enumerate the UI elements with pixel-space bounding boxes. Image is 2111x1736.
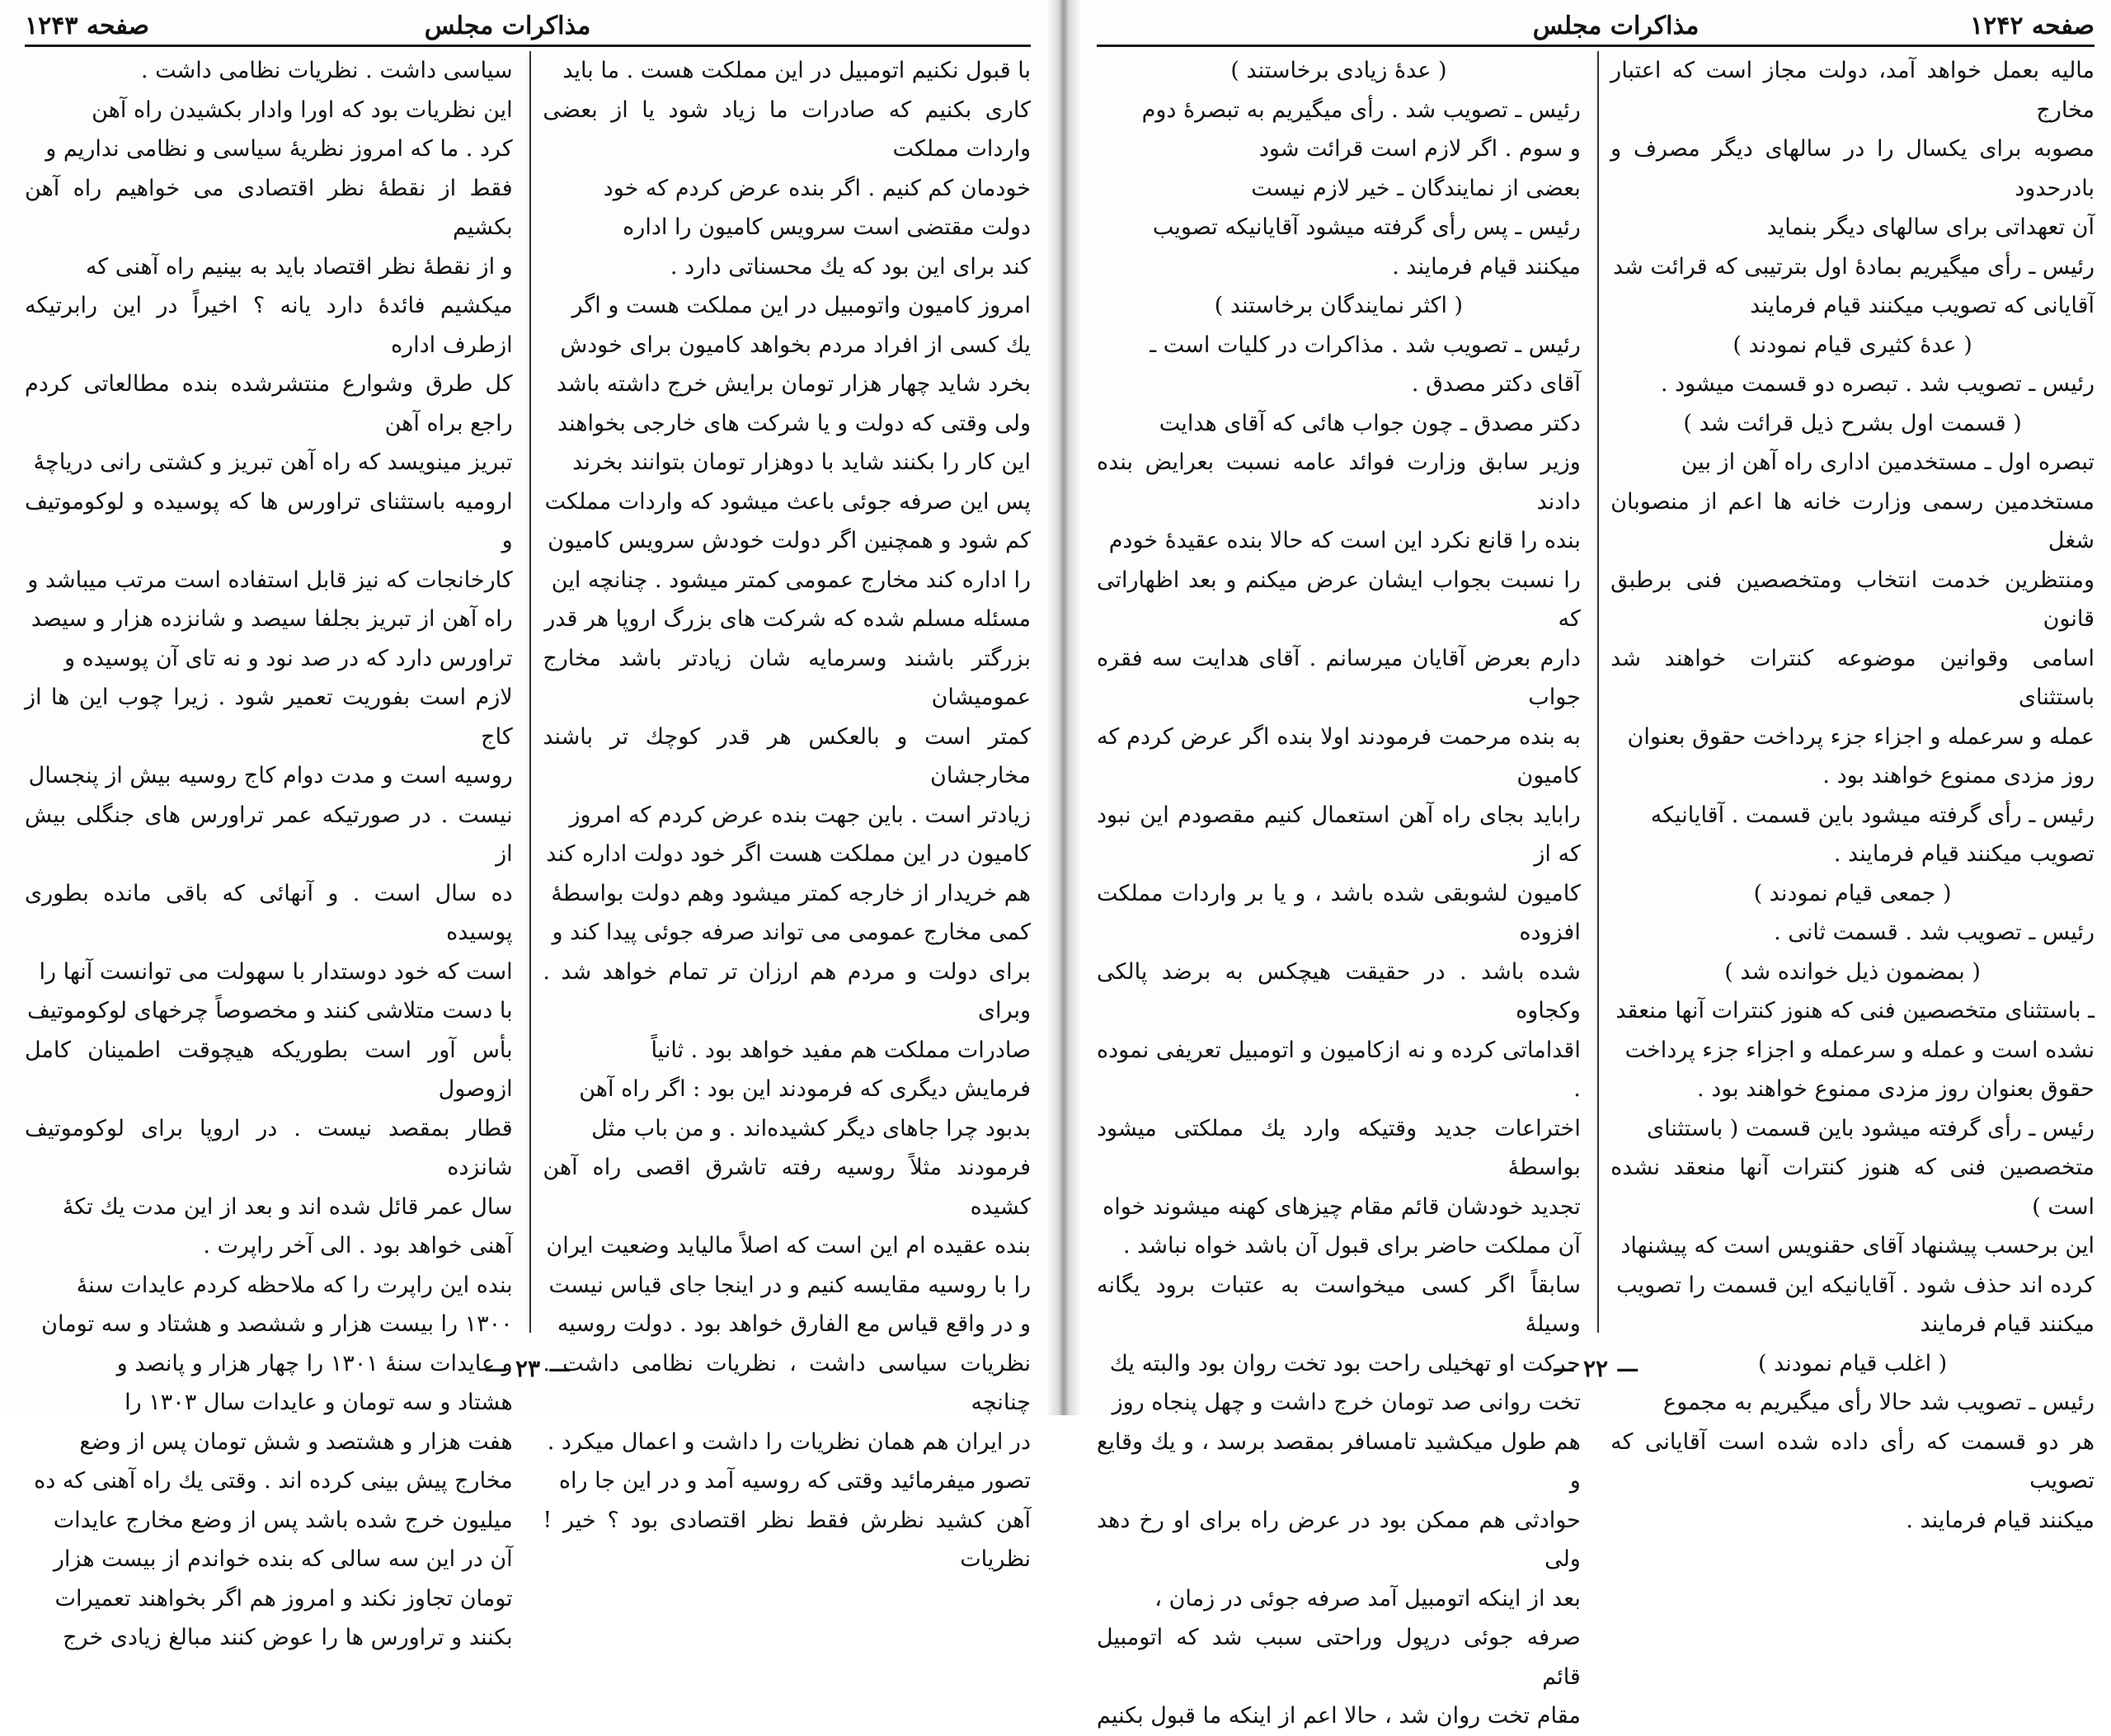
text-line: و از نقطهٔ نظر اقتصاد باید به بینیم راه آهنی که xyxy=(85,253,513,280)
text-line: کل طرق وشوارع منتشرشده بنده مطالعاتی کردم راجع براه آهن xyxy=(25,371,513,436)
text-line: تجدید خودشان قائم مقام چیزهای کهنه میشوند خواه xyxy=(1103,1193,1581,1220)
text-line: مخارج پیش بینی کرده اند . وقتی یك راه آهنی که ده xyxy=(34,1468,513,1494)
book-gutter xyxy=(1046,0,1082,1415)
text-line: بنده عقیده ام این است که اصلاً مالیاید وضعیت ایران xyxy=(546,1233,1031,1258)
text-line: ( بمضمون ذیل خوانده شد ) xyxy=(1724,958,1981,985)
text-line: مالیه بعمل خواهد آمد، دولت مجاز است که اعتبار مخارج xyxy=(1610,58,2095,123)
left-page-right-column xyxy=(529,51,1031,1572)
text-line: بنده را قانع نکرد این است که حالا بنده عقیدهٔ خودم xyxy=(1108,528,1581,553)
text-line: سیاسی داشت . نظریات نظامی داشت . xyxy=(141,58,513,83)
text-line: بنده این راپرت را که ملاحظه کردم عایدات سنهٔ xyxy=(76,1272,513,1298)
text-line: آن مملکت حاضر برای قبول آن باشد خواه نباشد . xyxy=(1123,1233,1581,1258)
text-line: زیادتر است . باین جهت بنده عرض کردم که امروز xyxy=(569,802,1031,828)
right-page-header xyxy=(1097,7,2095,47)
text-line: آقایانی که تصویب میکنند قیام فرمایند xyxy=(1750,293,2095,318)
text-line: این نظریات بود که اورا وادار بکشیدن راه آهن xyxy=(92,96,513,123)
text-line: بعضی از نمایندگان ـ خیر لازم نیست xyxy=(1251,175,1581,201)
right-page-right-column xyxy=(1597,51,2095,1533)
text-line: ومنتظرین خدمت انتخاب ومتخصصین فنی برطبق قانون xyxy=(1610,567,2095,632)
text-line: رئیس ـ رأی گرفته میشود باین قسمت . آقایانیکه xyxy=(1650,802,2095,828)
text-line: قطار بمقصد نیست . در اروپا برای لوکوموتیف شانزده xyxy=(25,1115,513,1180)
text-line: حرکت او تهخیلی راحت بود تخت روان بود والبته یك xyxy=(1109,1350,1581,1376)
text-line: فرمودند مثلاً روسیه رفته تاشرق اقصی راه آهن کشیده xyxy=(543,1155,1031,1220)
right-page xyxy=(1097,0,2095,1729)
text-line: حقوق بعنوان روز مزدی ممنوع خواهند بود . xyxy=(1697,1076,2095,1102)
text-line: ( عدهٔ کثیری قیام نمودند ) xyxy=(1733,332,1972,358)
text-line: میکنند قیام فرمایند . xyxy=(1906,1507,2095,1533)
text-line: ارومیه باستثنای تراورس ها که پوسیده و لوکوموتیف و xyxy=(25,488,513,553)
text-line: را نسبت بجواب ایشان عرض میکنم و بعد اظهاراتی که xyxy=(1097,567,1581,632)
text-line: ( اکثر نمایندگان برخاستند ) xyxy=(1214,293,1464,318)
text-line: رئیس ـ تصویب شد . مذاکرات در کلیات است ـ xyxy=(1150,332,1581,358)
text-line: تصویب میکنند قیام فرمایند . xyxy=(1833,841,2095,867)
text-line: شده باشد . در حقیقت هیچکس به برضد پالکی وکجاوه xyxy=(1097,958,1581,1023)
text-line: و عایدات سنهٔ ۱۳۰۱ را چهار هزار و پانصد و xyxy=(116,1350,513,1376)
text-line: هفت هزار و هشتصد و شش تومان پس از وضع xyxy=(79,1428,513,1455)
text-line: تصور میفرمائید وقتی که روسیه آمد و در این جا راه xyxy=(558,1468,1031,1494)
text-line: روسیه است و مدت دوام کاج روسیه بیش از پنجسال xyxy=(28,763,513,788)
text-line: به بنده مرحمت فرمودند اولا بنده اگر عرض کردم که کامیون xyxy=(1097,723,1581,788)
right-page-number-label: صفحه ۱۲۴۲ xyxy=(1970,11,2095,40)
text-line: برای دولت و مردم هم ارزان تر تمام خواهد شد . وبرای xyxy=(543,958,1031,1023)
text-line: آقای دکتر مصدق . xyxy=(1411,371,1581,397)
text-line: راباید بجای راه آهن استعمال کنیم مقصودم این نبود که از xyxy=(1097,802,1581,867)
text-line: رئیس ـ تصویب شد . قسمت ثانی . xyxy=(1774,920,2095,945)
text-line: رئیس ـ رأی گرفته میشود باین قسمت ( باستثنای xyxy=(1647,1115,2095,1141)
text-line: کامیون لشوبقی شده باشد ، و یا بر واردات مملکت افزوده xyxy=(1097,880,1581,945)
text-line: ـ باستثنای متخصصین فنی که هنوز کنترات آنها منعقد xyxy=(1615,998,2095,1023)
text-line: روز مزدی ممنوع خواهند بود . xyxy=(1822,763,2095,788)
text-line: و در واقع قیاس مع الفارق خواهد بود . دولت روسیه xyxy=(557,1311,1031,1337)
text-line: خودمان کم کنیم . اگر بنده عرض کردم که خود xyxy=(603,175,1031,201)
text-line: کمی مخارج عمومی می تواند صرفه جوئی پیدا کند و xyxy=(552,920,1031,945)
text-line: سال عمر قائل شده اند و بعد از این مدت یك تکهٔ xyxy=(62,1193,513,1220)
text-line: بکنند و تراورس ها را عوض کنند مبالغ زیادی خرج xyxy=(63,1625,513,1650)
text-line: عمله و سرعمله و اجزاء جزء پرداخت حقوق بعنوان xyxy=(1627,723,2095,750)
text-line: نشده است و عمله و سرعمله و اجزاء جزء پرداخت xyxy=(1624,1037,2095,1063)
left-page xyxy=(25,0,1031,1650)
text-line: صرفه جوئی درپول وراحتی سبب شد که اتومبیل قائم xyxy=(1097,1625,1581,1690)
text-line: حوادثی هم ممکن بود در عرض راه برای او رخ دهد ولی xyxy=(1097,1507,1581,1572)
text-line: کند برای این بود که یك محسناتی دارد . xyxy=(670,253,1031,280)
text-line: تراورس دارد که در صد نود و نه تای آن پوسیده و xyxy=(63,645,513,671)
text-line: است که خود دوستدار با سهولت می توانست آنها را xyxy=(39,958,513,985)
text-line: امروز کامیون واتومبیل در این مملکت هست و اگر xyxy=(571,293,1031,318)
text-line: فرمایش دیگری که فرمودند این بود : اگر راه آهن xyxy=(579,1076,1031,1102)
text-line: آهن کشید نظرش فقط نظر اقتصادی بود ؟ خیر ! نظریات xyxy=(543,1507,1031,1572)
text-line: اختراعات جدید وقتیکه وارد یك مملکتی میشود بواسطهٔ xyxy=(1097,1115,1581,1180)
text-line: با قبول نکنیم اتومبیل در این مملکت هست . ما باید xyxy=(562,58,1031,83)
left-page-number-label: صفحه ۱۲۴۳ xyxy=(25,11,149,40)
text-line: اسامی وقوانین موضوعه کنترات خواهند شد باستثنای xyxy=(1610,645,2095,710)
text-line: کرد . ما که امروز نظریهٔ سیاسی و نظامی نداریم و xyxy=(45,136,513,162)
text-line: ۱۳۰۰ را بیست هزار و ششصد و هشتاد و سه تومان xyxy=(41,1311,513,1337)
text-line: لازم است بفوریت تعمیر شود . زیرا چوب این ها از کاج xyxy=(25,685,513,750)
text-line: میکنند قیام فرمایند xyxy=(1920,1311,2095,1337)
text-line: کامیون در این مملکت هست اگر خود دولت اداره کند xyxy=(546,841,1031,867)
text-line: تخت روانی صد تومان خرج داشت و چهل پنجاه روز xyxy=(1112,1390,1581,1415)
text-line: مصوبه برای یکسال را در سالهای دیگر مصرف و بادرحدود xyxy=(1610,136,2095,201)
text-line: دولت مقتضی است سرویس کامیون را اداره xyxy=(623,214,1031,240)
text-line: کمتر است و بالعکس هر قدر کوچك تر باشند مخارجشان xyxy=(543,723,1031,788)
text-line: اقداماتی کرده و نه ازکامیون و اتومبیل تعریفی نموده . xyxy=(1097,1037,1581,1102)
text-line: وزیر سابق وزارت فوائد عامه نسبت بعرایض بنده دادند xyxy=(1097,449,1581,515)
text-line: متخصصین فنی که هنوز کنترات آنها منعقد نشده است ) xyxy=(1610,1155,2095,1220)
text-line: کارخانجات که نیز قابل استفاده است مرتب میباشد و xyxy=(27,567,513,593)
left-page-header xyxy=(25,7,1031,47)
text-line: این برحسب پیشنهاد آقای حقنویس است که پیشنهاد xyxy=(1620,1233,2095,1258)
left-page-left-column xyxy=(25,51,513,1650)
text-line: یك کسی از افراد مردم بخواهد کامیون برای خودش xyxy=(560,332,1031,358)
text-line: را با روسیه مقایسه کنیم و در اینجا جای قیاس نیست xyxy=(548,1272,1031,1298)
text-line: کرده اند حذف شود . آقایانیکه این قسمت را تصویب xyxy=(1616,1272,2095,1298)
right-page-title: مذاکرات مجلس xyxy=(1532,11,1700,40)
text-line: رئیس ـ رأی میگیریم بمادهٔ اول بترتیبی که قرائت شد xyxy=(1612,253,2095,280)
text-line: ( عدهٔ زیادی برخاستند ) xyxy=(1230,58,1447,83)
text-line: رئیس ـ تصویب شد . رأی میگیریم به تبصرهٔ دوم xyxy=(1141,96,1581,123)
text-line: دکتر مصدق ـ چون جواب هائی که آقای هدایت xyxy=(1159,410,1581,436)
text-line: هشتاد و سه تومان و عایدات سال ۱۳۰۳ را xyxy=(125,1390,513,1415)
text-line: تومان تجاوز نکند و امروز هم اگر بخواهند تعمیرات xyxy=(54,1585,513,1611)
text-line: ولی وقتی که دولت و یا شرکت های خارجی بخواهند xyxy=(557,410,1031,436)
text-line: ( جمعی قیام نمودند ) xyxy=(1753,880,1952,906)
text-line: پس این صرفه جوئی باعث میشود که واردات مملکت xyxy=(544,488,1031,515)
text-line: میلیون خرج شده باشد پس از وضع مخارج عایدات xyxy=(53,1507,513,1533)
text-line: ده سال است . و آنهائی که باقی مانده بطوری پوسیده xyxy=(25,880,513,945)
right-page-footer-number: — ۲۲ — xyxy=(1552,1355,1639,1382)
text-line: هم طول میکشید تامسافر بمقصد برسد ، و یك وقایع و xyxy=(1097,1428,1581,1494)
text-line: بزرگتر باشند وسرمایه شان زیادتر باشد مخارج عمومیشان xyxy=(543,645,1031,710)
text-line: در ایران هم همان نظریات را داشت و اعمال میکرد . xyxy=(547,1428,1031,1455)
text-line: میکنند قیام فرمایند . xyxy=(1392,253,1581,280)
text-line: صادرات مملکت هم مفید خواهد بود . ثانیاً xyxy=(651,1037,1031,1063)
text-line: مقام تخت روان شد ، حالا اعم از اینکه ما قبول بکنیم xyxy=(1097,1703,1581,1729)
text-line: دارم بعرض آقایان میرسانم . آقای هدایت سه فقره جواب xyxy=(1097,645,1581,710)
text-line: ( اغلب قیام نمودند ) xyxy=(1757,1350,1948,1376)
text-line: نظریات سیاسی داشت ، نظریات نظامی داشت . چنانچه xyxy=(543,1350,1031,1415)
text-line: با دست متلاشی کنند و مخصوصاً چرخهای لوکوموتیف xyxy=(27,998,513,1023)
text-line: بعد از اینکه اتومبیل آمد صرفه جوئی در زمان ، xyxy=(1154,1585,1581,1611)
text-line: رئیس ـ پس رأی گرفته میشود آقایانیکه تصویب xyxy=(1152,214,1581,240)
text-line: را اداره کند مخارج عمومی کمتر میشود . چنانچه این xyxy=(551,567,1031,593)
text-line: هم خریدار از خارجه کمتر میشود وهم دولت بواسطهٔ xyxy=(551,880,1031,906)
text-line: مستخدمین رسمی وزارت خانه ها اعم از منصوبان شغل xyxy=(1610,488,2095,553)
left-page-footer-number: — ۲۳ — xyxy=(484,1355,571,1382)
text-line: هر دو قسمت که رأی داده شده است آقایانی که تصویب xyxy=(1610,1428,2095,1494)
text-line: کم شود و همچنین اگر دولت خودش سرویس کامیون xyxy=(548,528,1031,553)
text-line: نیست . در صورتیکه عمر تراورس های جنگلی بیش از xyxy=(25,802,513,867)
text-line: رئیس ـ تصویب شد حالا رأی میگیریم به مجموع xyxy=(1663,1390,2095,1415)
text-line: بدبود چرا جاهای دیگر کشیده‌اند . و من باب مثل xyxy=(591,1115,1031,1141)
text-line: کاری بکنیم که صادرات ما زیاد شود یا از بعضی واردات مملکت xyxy=(543,96,1031,162)
text-line: بأس آور است بطوریکه هیچوقت اطمینان کامل ازوصول xyxy=(25,1037,513,1102)
left-page-title: مذاکرات مجلس xyxy=(424,11,591,40)
right-page-left-column xyxy=(1097,51,1581,1729)
text-line: سابقاً اگر کسی میخواست به عتبات برود یگانه وسیلهٔ xyxy=(1097,1272,1581,1337)
text-line: راه آهن از تبریز بجلفا سیصد و شانزده هزار و سیصد xyxy=(31,606,513,632)
text-line: ( قسمت اول بشرح ذیل قرائت شد ) xyxy=(1683,410,2022,436)
text-line: فقط از نقطهٔ نظر اقتصادی می خواهیم راه آهن بکشیم xyxy=(25,175,513,240)
text-line: آن در این سه سالی که بنده خواندم از بیست هزار xyxy=(53,1546,513,1572)
text-line: این کار را بکنند شاید با دوهزار تومان بتوانند بخرند xyxy=(572,449,1031,475)
text-line: تبریز مینویسد که راه آهن تبریز و کشتی رانی دریاچهٔ xyxy=(33,449,513,475)
text-line: آن تعهداتی برای سالهای دیگر بنماید xyxy=(1766,214,2095,240)
text-line: تبصره اول ـ مستخدمین اداری راه آهن از بین xyxy=(1681,449,2095,475)
text-line: آهنی خواهد بود . الی آخر راپرت . xyxy=(203,1233,513,1258)
text-line: رئیس ـ تصویب شد . تبصره دو قسمت میشود . xyxy=(1660,371,2095,397)
text-line: بخرد شاید چهار هزار تومان برایش خرج داشته باشد xyxy=(556,371,1031,397)
text-line: مسئله مسلم شده که شرکت های بزرگ اروپا هر قدر xyxy=(544,606,1031,632)
text-line: و سوم . اگر لازم است قرائت شود xyxy=(1258,136,1581,162)
text-line: میکشیم فائدهٔ دارد یانه ؟ اخیراً در این رابرتیکه ازطرف اداره xyxy=(25,293,513,358)
